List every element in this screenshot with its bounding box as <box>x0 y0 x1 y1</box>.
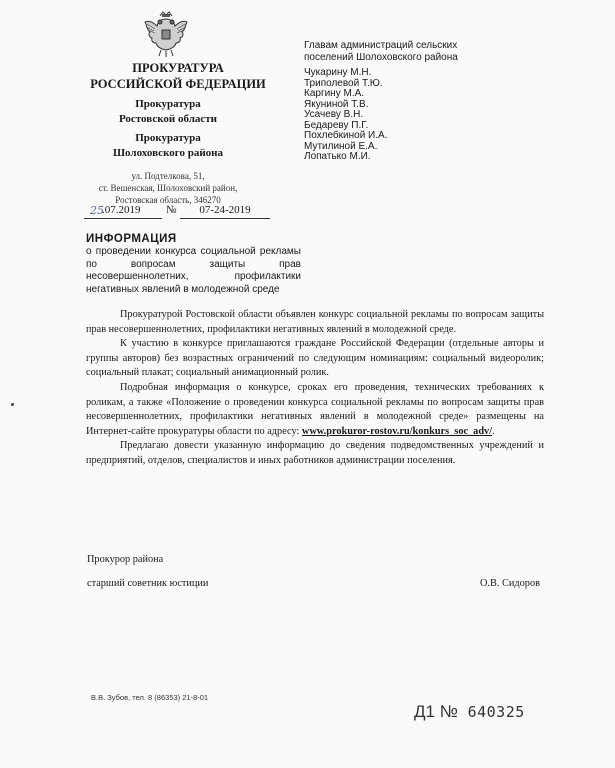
recipient-item: Триполевой Т.Ю. <box>304 77 383 89</box>
dept2-line-1: Прокуратура <box>135 132 201 144</box>
stamp-number: 640325 <box>467 703 525 721</box>
number-underline <box>180 218 270 219</box>
executor-contact: В.В. Зубов, тел. 8 (86353) 21-8-01 <box>91 693 209 702</box>
address-line-3: Ростовская область, 346270 <box>115 195 221 205</box>
body-paragraph-2: К участию в конкурсе приглашаются граждане Российской Федерации (отдельные авторы и группы авторов) без возрастных ограничений по следующим номинациям: социальный видеоролик; социальный плакат; социальный анимационный ролик. <box>86 338 544 379</box>
body-paragraph-4: Предлагаю довести указанную информацию до сведения подведомственных учреждений и предприятий, отделов, специалистов и иных работников администрации поселения. <box>86 440 544 466</box>
document-subject: о проведении конкурса социальной рекламы по вопросам защиты прав несовершеннолетних, профилактики негативных явлений в молодежной среде <box>86 246 301 295</box>
sender-address <box>80 170 256 206</box>
recipient-item: Бедареву П.Г. <box>304 119 369 131</box>
recipient-item: Каргину М.А. <box>304 88 365 99</box>
recipient-item: Мутилиной Е.А. <box>304 140 378 152</box>
recipient-item: Усачеву В.Н. <box>304 109 364 120</box>
handwritten-day: 25 <box>90 204 104 217</box>
body-paragraph-1: Прокуратурой Ростовской области объявлен конкурс социальной рекламы по вопросам защиты прав несовершеннолетних, профилактики негативных явлений в молодежной среде. <box>86 309 544 335</box>
stamp-label: Д1 № <box>414 702 458 721</box>
org-line-2: РОССИЙСКОЙ ФЕДЕРАЦИИ <box>90 77 266 91</box>
outgoing-number: 07-24-2019 <box>199 204 251 216</box>
district-prosecutor-office <box>80 131 256 161</box>
paragraph-3-end: . <box>492 425 495 437</box>
date-underline <box>84 218 162 219</box>
org-line-1: ПРОКУРАТУРА <box>132 61 224 75</box>
recipient-item: Якуниной Т.В. <box>304 98 369 110</box>
dept2-line-2: Шолоховского района <box>112 147 224 159</box>
signatory-rank: старший советник юстиции <box>87 578 209 589</box>
coat-of-arms-emblem <box>143 10 189 58</box>
contest-url-link[interactable]: www.prokuror-rostov.ru/konkurs_soc_adv/ <box>301 425 493 437</box>
regional-prosecutor-office <box>80 97 256 127</box>
address-line-2: ст. Вешенская, Шолоховский район, <box>98 183 238 193</box>
recipient-list <box>304 68 504 163</box>
registration-stamp <box>414 702 525 722</box>
address-line-1: ул. Подтелкова, 51, <box>131 171 205 181</box>
letter-body <box>86 308 544 469</box>
number-label: № <box>166 204 177 216</box>
date-and-number-line <box>84 204 274 219</box>
signatory-position: Прокурор района <box>87 554 164 565</box>
recipient-item: Чукарину М.Н. <box>304 67 372 78</box>
addressee-line-1: Главам администраций сельских <box>304 40 458 51</box>
organization-name <box>80 60 276 92</box>
signatory-name: О.В. Сидоров <box>480 578 540 589</box>
paragraph-3-text: Подробная информация о конкурсе, сроках его проведения, технических требованиях к роликам, а также «Положение о проведении конкурса социальной рекламы по вопросам защиты прав несовершеннолетних, профилактики негативных явлений в молодежной среде» размещены на Интернет-сайте прокуратуры области по адресу: <box>86 381 544 437</box>
recipient-item: Похлебкиной И.А. <box>304 130 388 141</box>
body-paragraph-3 <box>86 381 544 439</box>
date-month-year: .07.2019 <box>102 204 141 216</box>
addressee-line-2: поселений Шолоховского района <box>304 52 458 63</box>
dept1-line-2: Ростовской области <box>118 113 218 125</box>
dept1-line-1: Прокуратура <box>135 98 201 110</box>
document-title: ИНФОРМАЦИЯ <box>86 233 177 245</box>
scan-speck <box>11 403 14 406</box>
recipient-item: Лопатько М.И. <box>304 151 371 162</box>
addressee-heading <box>304 40 564 64</box>
